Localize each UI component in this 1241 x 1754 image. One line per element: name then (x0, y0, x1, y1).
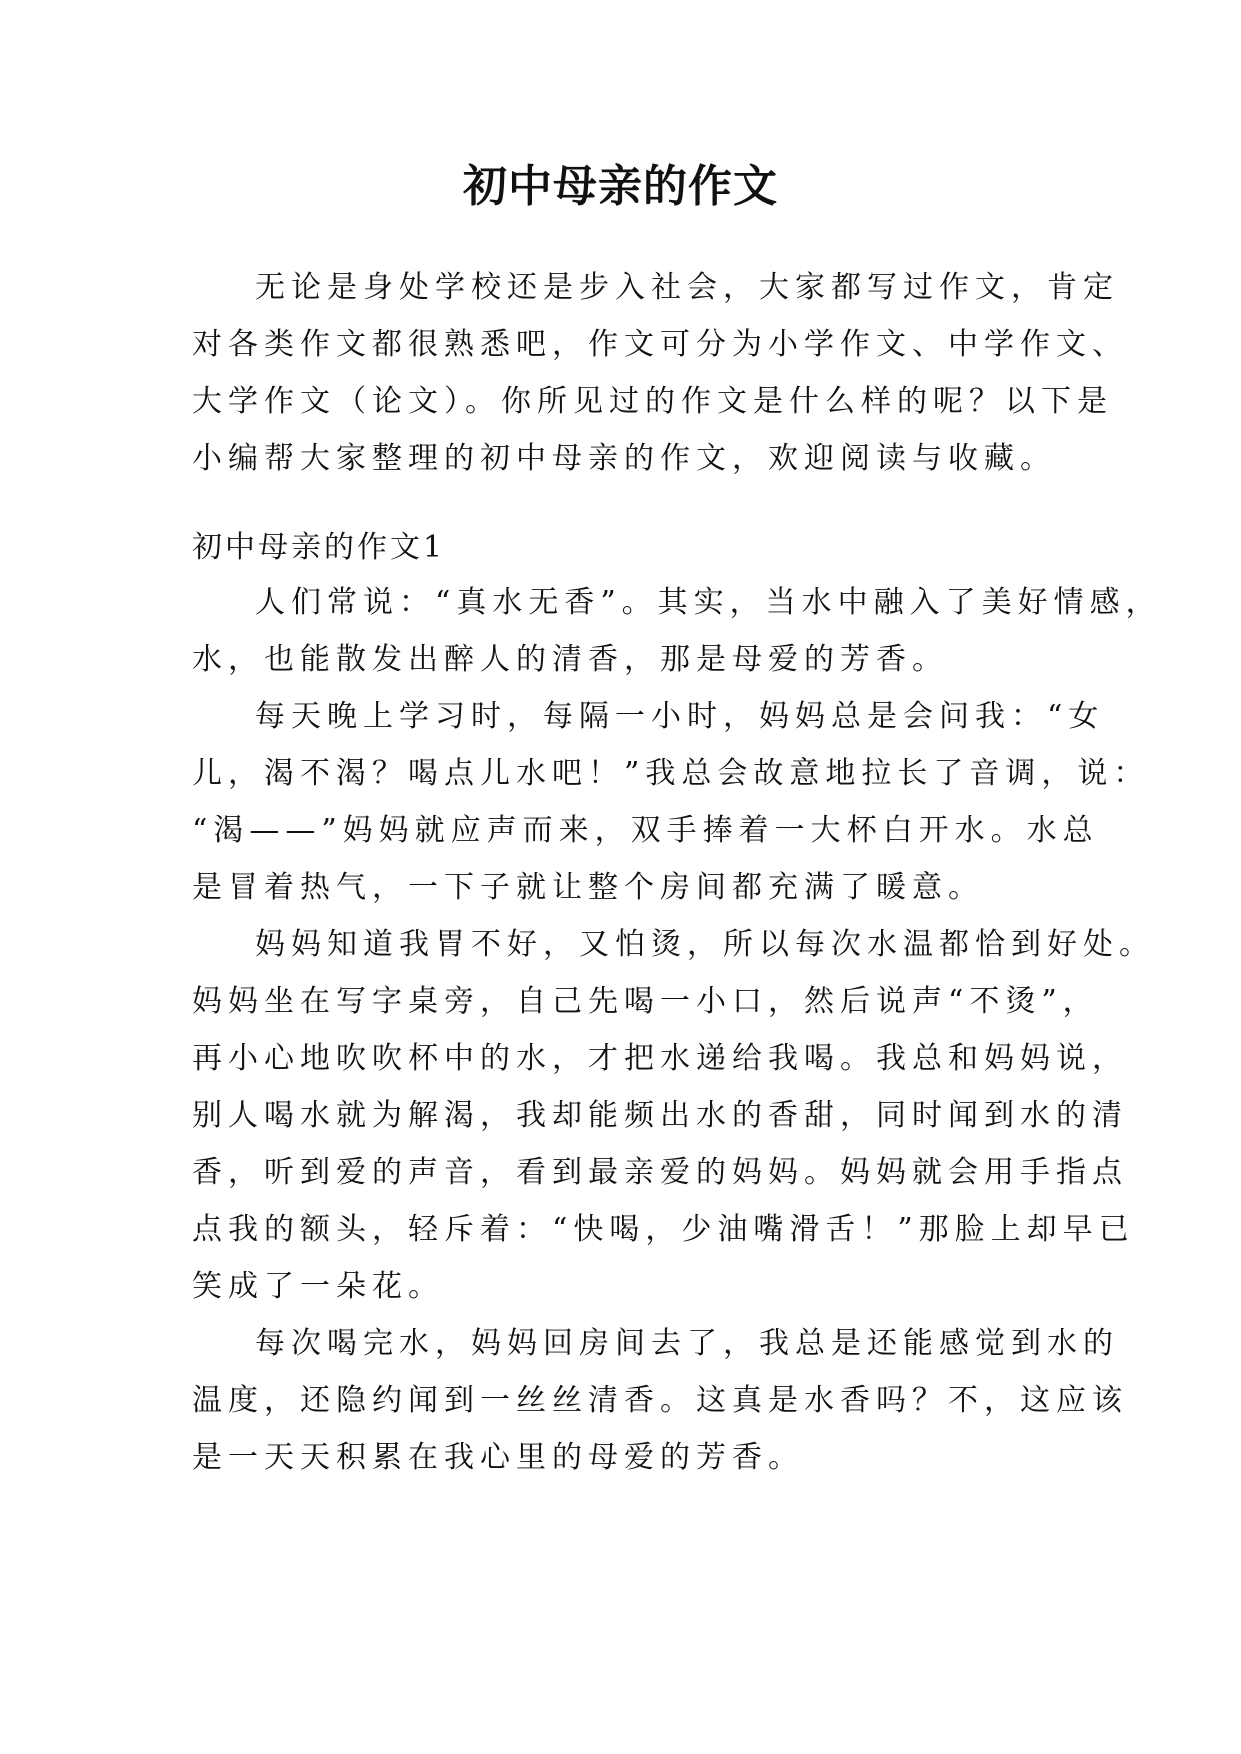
body-line-3: 每天晚上学习时，每隔一小时，妈妈总是会问我：“女 (255, 699, 1105, 734)
body-line-7: 妈妈知道我胃不好，又怕烫，所以每次水温都恰到好处。 (255, 927, 1155, 962)
intro-line-2: 对各类作文都很熟悉吧，作文可分为小学作文、中学作文、 (192, 327, 1128, 362)
body-line-13: 笑成了一朵花。 (192, 1269, 444, 1304)
intro-line-1: 无论是身处学校还是步入社会，大家都写过作文，肯定 (255, 270, 1119, 305)
body-line-6: 是冒着热气，一下子就让整个房间都充满了暖意。 (192, 870, 984, 905)
body-line-12: 点我的额头，轻斥着：“快喝，少油嘴滑舌！”那脸上却早已 (192, 1212, 1135, 1247)
body-line-8: 妈妈坐在写字桌旁，自己先喝一小口，然后说声“不烫”， (192, 984, 1099, 1019)
intro-line-4: 小编帮大家整理的初中母亲的作文，欢迎阅读与收藏。 (192, 441, 1056, 476)
body-line-10: 别人喝水就为解渴，我却能频出水的香甜，同时闻到水的清 (192, 1098, 1128, 1133)
document-title: 初中母亲的作文 (463, 161, 778, 212)
body-line-1: 人们常说：“真水无香”。其实，当水中融入了美好情感， (255, 585, 1162, 620)
body-line-9: 再小心地吹吹杯中的水，才把水递给我喝。我总和妈妈说， (192, 1041, 1128, 1076)
body-line-15: 温度，还隐约闻到一丝丝清香。这真是水香吗？不，这应该 (192, 1383, 1128, 1418)
body-line-11: 香，听到爱的声音，看到最亲爱的妈妈。妈妈就会用手指点 (192, 1155, 1128, 1190)
intro-line-3: 大学作文（论文）。你所见过的作文是什么样的呢？以下是 (192, 384, 1113, 419)
section-heading: 初中母亲的作文1 (192, 530, 446, 565)
body-line-2: 水，也能散发出醉人的清香，那是母爱的芳香。 (192, 642, 948, 677)
body-line-5: “渴——”妈妈就应声而来，双手捧着一大杯白开水。水总 (192, 813, 1099, 848)
body-line-16: 是一天天积累在我心里的母爱的芳香。 (192, 1440, 804, 1475)
body-line-14: 每次喝完水，妈妈回房间去了，我总是还能感觉到水的 (255, 1326, 1119, 1361)
body-line-4: 儿，渴不渴？喝点儿水吧！”我总会故意地拉长了音调，说： (192, 756, 1150, 791)
